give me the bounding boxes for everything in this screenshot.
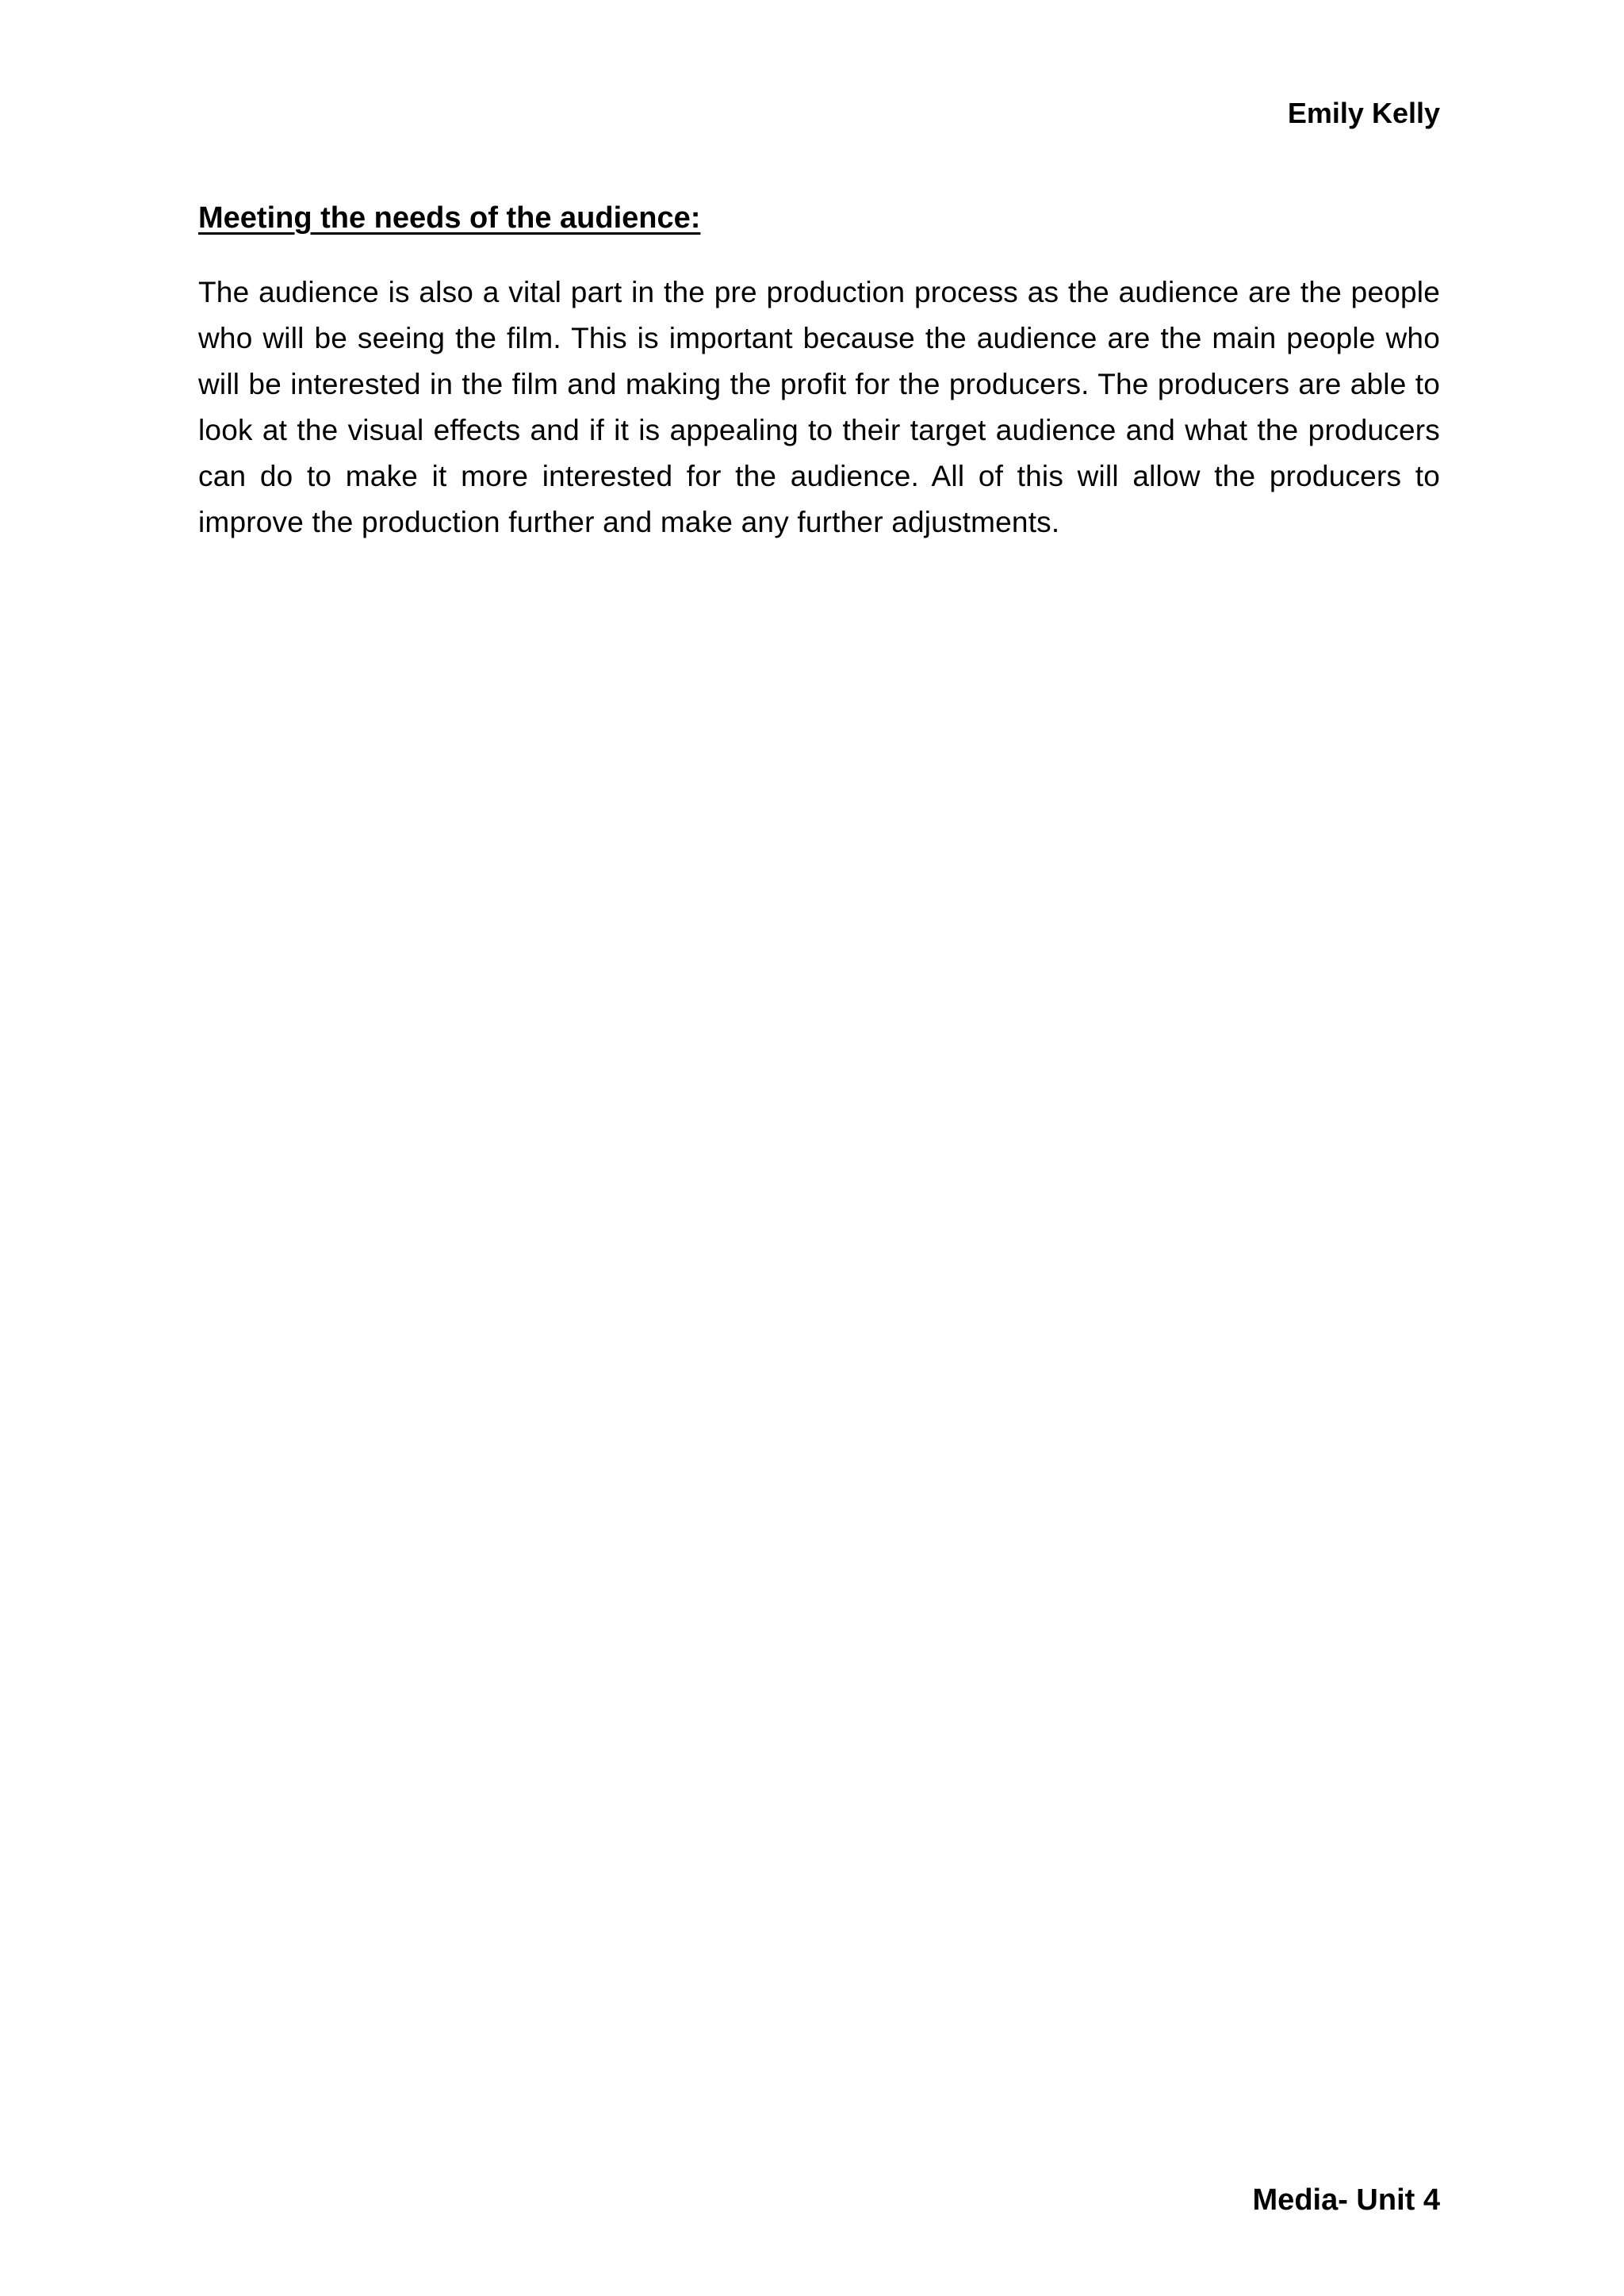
header-author-name: Emily Kelly <box>1287 97 1440 129</box>
body-paragraph: The audience is also a vital part in the pre production process as the audience are the people who will be seeing the film. This is important because the audience are the main people who will be interested in the film and making the profit for the producers. The producers are able to look at the visual effects and if it is appealing to their target audience and what the producers can do to make it more interested for the audience. All of this will allow the producers to improve the production further and make any further adjustments. <box>198 276 1440 538</box>
section-heading: Meeting the needs of the audience: <box>198 201 701 235</box>
footer-unit-label: Media- Unit 4 <box>1252 2183 1440 2217</box>
